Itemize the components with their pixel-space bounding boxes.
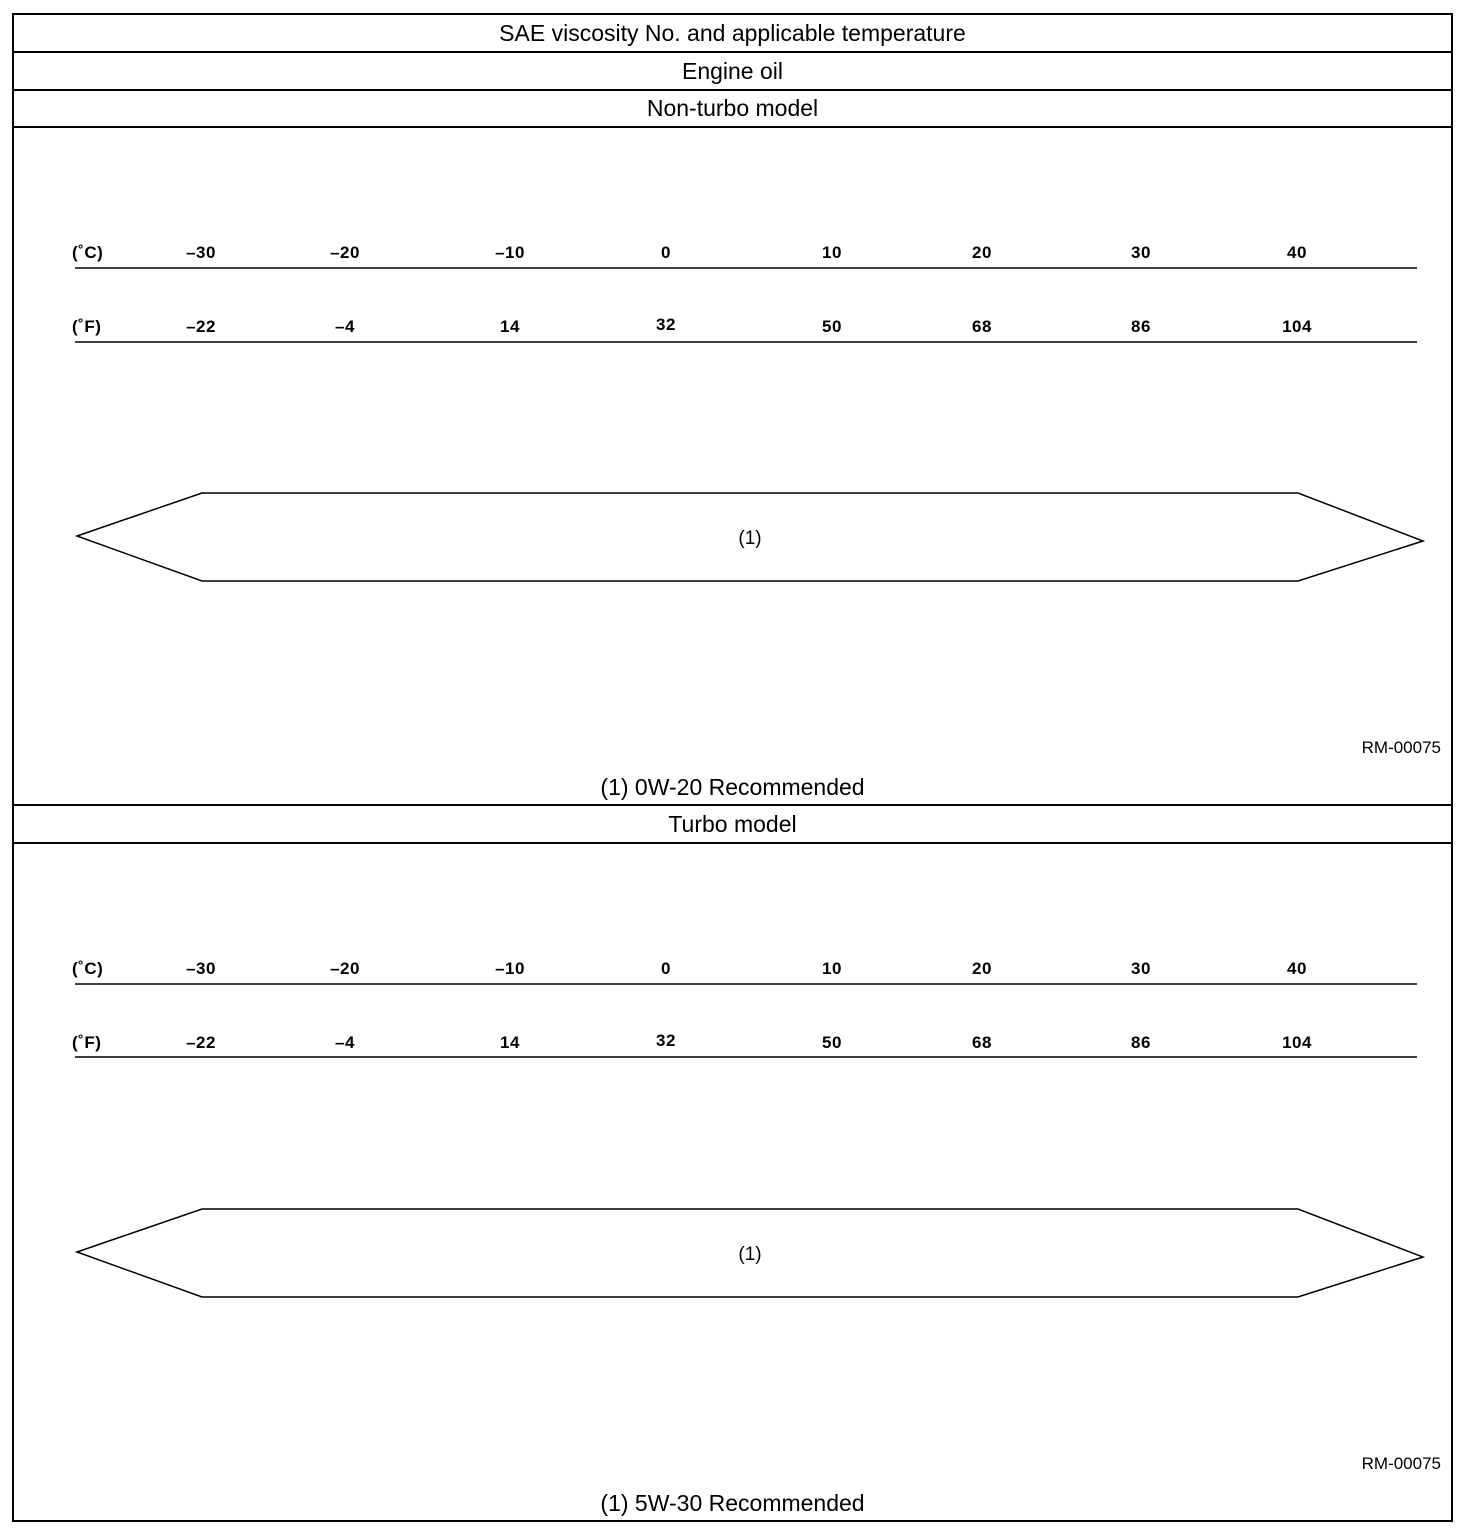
fahrenheit-tick: 14 <box>500 317 520 336</box>
celsius-tick: –20 <box>330 959 360 978</box>
panel-title-non-turbo: Non-turbo model <box>14 91 1451 128</box>
fahrenheit-tick: 68 <box>972 317 992 336</box>
celsius-tick: –10 <box>495 243 525 262</box>
viscosity-chart-frame <box>12 13 1453 1522</box>
fahrenheit-tick: 104 <box>1282 1033 1312 1052</box>
band-label: (1) <box>738 528 762 549</box>
celsius-tick: 30 <box>1131 959 1151 978</box>
celsius-tick: 30 <box>1131 243 1151 262</box>
fahrenheit-tick: 32 <box>656 315 676 334</box>
celsius-tick: 20 <box>972 243 992 262</box>
celsius-tick: –10 <box>495 959 525 978</box>
celsius-unit-label: (˚C) <box>72 959 104 978</box>
celsius-tick: 20 <box>972 959 992 978</box>
fahrenheit-tick: 68 <box>972 1033 992 1052</box>
band-label: (1) <box>738 1244 762 1265</box>
fahrenheit-tick: 104 <box>1282 317 1312 336</box>
fahrenheit-tick: –4 <box>335 1033 355 1052</box>
turbo-panel <box>14 844 1451 1522</box>
celsius-tick: 40 <box>1287 243 1307 262</box>
chart-title: SAE viscosity No. and applicable temperature <box>14 15 1451 53</box>
non-turbo-scale-graphic <box>14 128 1451 808</box>
recommendation-caption: (1) 5W-30 Recommended <box>600 1490 865 1516</box>
celsius-tick: 0 <box>661 959 671 978</box>
celsius-tick: –30 <box>186 959 216 978</box>
non-turbo-panel <box>14 128 1451 806</box>
celsius-tick: 10 <box>822 959 842 978</box>
recommendation-caption: (1) 0W-20 Recommended <box>600 774 865 800</box>
celsius-tick: 0 <box>661 243 671 262</box>
fahrenheit-tick: 86 <box>1131 1033 1151 1052</box>
fahrenheit-tick: 50 <box>822 317 842 336</box>
fahrenheit-tick: 86 <box>1131 317 1151 336</box>
figure-reference-code: RM-00075 <box>1361 738 1441 757</box>
fahrenheit-tick: –4 <box>335 317 355 336</box>
fahrenheit-tick: –22 <box>186 1033 216 1052</box>
fahrenheit-tick: 32 <box>656 1031 676 1050</box>
chart-subtitle: Engine oil <box>14 53 1451 91</box>
celsius-unit-label: (˚C) <box>72 243 104 262</box>
celsius-tick: –20 <box>330 243 360 262</box>
panel-title-turbo: Turbo model <box>14 806 1451 844</box>
celsius-tick: –30 <box>186 243 216 262</box>
celsius-tick: 40 <box>1287 959 1307 978</box>
fahrenheit-tick: 14 <box>500 1033 520 1052</box>
celsius-tick: 10 <box>822 243 842 262</box>
figure-reference-code: RM-00075 <box>1361 1454 1441 1473</box>
fahrenheit-unit-label: (˚F) <box>72 317 102 336</box>
turbo-scale-graphic <box>14 844 1451 1524</box>
fahrenheit-tick: 50 <box>822 1033 842 1052</box>
fahrenheit-tick: –22 <box>186 317 216 336</box>
fahrenheit-unit-label: (˚F) <box>72 1033 102 1052</box>
